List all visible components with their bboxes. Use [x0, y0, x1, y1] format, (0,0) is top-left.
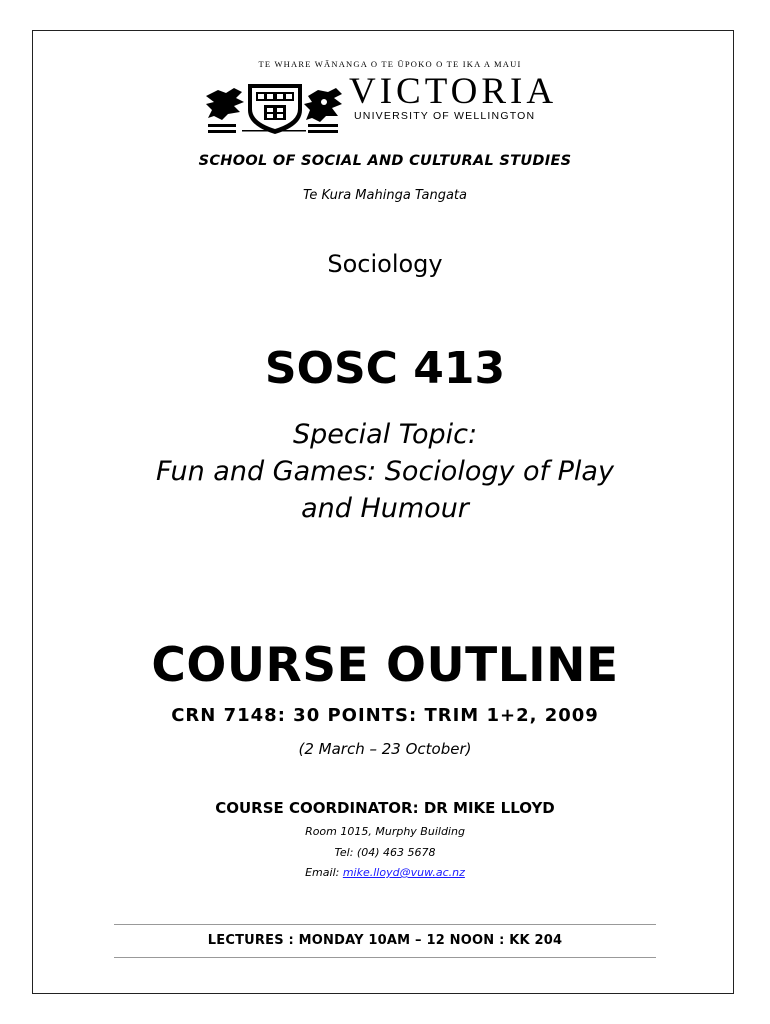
divider-bottom — [114, 957, 656, 958]
school-name: SCHOOL OF SOCIAL AND CULTURAL STUDIES — [198, 153, 572, 169]
course-code: SOSC 413 — [264, 343, 506, 394]
crn-line: CRN 7148: 30 POINTS: TRIM 1+2, 2009 — [171, 705, 599, 726]
logo-subtitle: UNIVERSITY OF WELLINGTON — [354, 110, 536, 122]
email-label: Email: — [305, 866, 343, 879]
course-outline-title: COURSE OUTLINE — [151, 638, 619, 693]
university-crest-icon — [204, 74, 344, 136]
email-link[interactable]: mike.lloyd@vuw.ac.nz — [342, 866, 465, 879]
subject-title: Sociology — [327, 250, 443, 278]
divider-top — [114, 924, 656, 925]
topic-line-1: Special Topic: — [292, 419, 478, 450]
coordinator-room: Room 1015, Murphy Building — [305, 825, 465, 838]
topic-line-3: and Humour — [301, 493, 469, 524]
logo-motto: TE WHARE WĀNANGA O TE ŪPOKO O TE IKA A MAUI — [258, 59, 522, 69]
logo-name: VICTORIA — [349, 71, 558, 112]
coordinator-title: COURSE COORDINATOR: DR MIKE LLOYD — [215, 799, 555, 817]
school-maori-name: Te Kura Mahinga Tangata — [302, 188, 467, 203]
coordinator-tel: Tel: (04) 463 5678 — [334, 846, 436, 859]
coordinator-email — [0, 866, 770, 879]
course-dates: (2 March – 23 October) — [298, 740, 472, 758]
course-topic — [0, 416, 770, 527]
lectures-info: LECTURES : MONDAY 10AM – 12 NOON : KK 204 — [207, 933, 563, 948]
topic-line-2: Fun and Games: Sociology of Play — [156, 456, 614, 487]
